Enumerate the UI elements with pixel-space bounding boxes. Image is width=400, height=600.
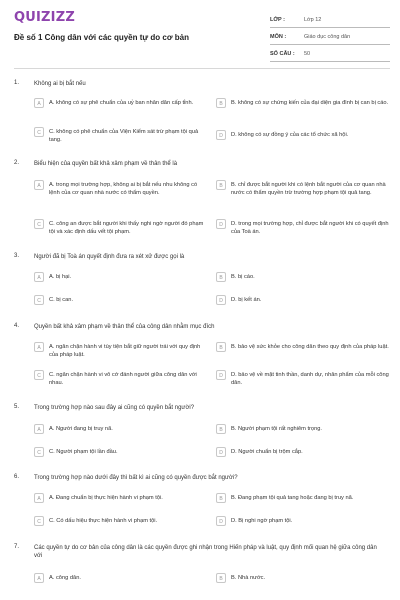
option-key-box: A: [34, 98, 44, 108]
option-key-box: B: [216, 98, 226, 108]
question-text: Quyền bất khả xâm phạm về thân thể của công dân nhằm mục đích: [34, 324, 215, 330]
option-text: D. bảo vệ về mặt tinh thần, danh dự, nhân phẩm của mỗi công dân.: [231, 372, 389, 386]
option-text: D. không có sự đồng ý của các tổ chức xã hội.: [231, 132, 349, 138]
option-key-box: C: [34, 127, 44, 137]
option-key-box: C: [34, 516, 44, 526]
option-text: B. không có sự chứng kiến của đại diện gia đình bị can bị cáo.: [231, 100, 389, 106]
option-key-box: B: [216, 424, 226, 434]
option-key-box: D: [216, 370, 226, 380]
option-key-box: B: [216, 573, 226, 583]
question-number: 2.: [14, 160, 20, 166]
option-text: B. chỉ được bắt người khi có lệnh bắt người của cơ quan nhà nước có thẩm quyền trừ trường hợp phạm tội quả tang.: [231, 182, 386, 196]
question-text: Biểu hiện của quyền bất khả xâm phạm về thân thể là: [34, 161, 178, 167]
option-text: B. bị cáo.: [231, 274, 255, 280]
option-text: C. ngăn chặn hành vi vô cớ đánh người giữa công dân với nhau.: [49, 372, 197, 386]
question-text: Trong trường hợp nào sau đây ai cũng có quyền bắt người?: [34, 405, 195, 411]
option-text: A. trong mọi trường hợp, không ai bị bắt nếu nhu không có lệnh của cơ quan nhà nước có thẩm quyền.: [49, 182, 198, 196]
question-number: 3.: [14, 253, 20, 259]
meta-label: SỐ CÂU :: [270, 51, 295, 57]
option-text: C. công an được bắt người khi thấy nghi ngờ người đó phạm tội và xác định dấu vết tội phạm.: [49, 221, 204, 235]
quizizz-logo: QUIZIZZ: [14, 10, 75, 25]
option-text: D. trong mọi trường hợp, chỉ được bắt người khi có quyết định của Toà án.: [231, 221, 389, 235]
option-text: B. Đang phạm tội quả tang hoặc đang bị truy nã.: [231, 495, 354, 501]
option-key-box: A: [34, 573, 44, 583]
question-text: Người đã bị Toà án quyết định đưa ra xét xử được gọi là: [34, 254, 185, 260]
meta-label: MÔN :: [270, 34, 287, 40]
meta-row-count: [270, 47, 390, 62]
option-text: C. Có dấu hiệu thực hiện hành vi phạm tội.: [49, 518, 158, 524]
question-number: 7.: [14, 544, 20, 550]
option-text: A. Đang chuẩn bị thực hiện hành vi phạm tội.: [49, 495, 163, 501]
option-key-box: A: [34, 424, 44, 434]
option-text: D. bị kết án.: [231, 297, 262, 303]
option-text: C. bị can.: [49, 297, 74, 303]
option-key-box: B: [216, 342, 226, 352]
option-key-box: C: [34, 295, 44, 305]
question-number: 1.: [14, 80, 20, 86]
option-text: D. Bị nghi ngờ phạm tội.: [231, 518, 293, 524]
option-key-box: D: [216, 516, 226, 526]
meta-value: Lớp 12: [304, 17, 322, 23]
question-number: 6.: [14, 474, 20, 480]
option-text: A. bị hại.: [49, 274, 72, 280]
meta-value: 50: [304, 51, 311, 57]
question-text: Các quyền tự do cơ bản của công dân là các quyền được ghi nhận trong Hiến pháp và luật, quy định mối quan hệ giữa công dân với: [34, 545, 377, 559]
option-text: A. ngăn chặn hành vi tùy tiện bắt giữ người trái với quy định của pháp luật.: [49, 344, 201, 358]
option-text: C. Người phạm tội lần đầu.: [49, 449, 118, 455]
option-key-box: A: [34, 272, 44, 282]
meta-info: [270, 13, 390, 64]
question-number: 5.: [14, 404, 20, 410]
option-key-box: D: [216, 447, 226, 457]
option-text: B. bảo vệ sức khỏe cho công dân theo quy định của pháp luật.: [231, 344, 389, 350]
option-text: A. không có sự phê chuẩn của uỷ ban nhân dân cấp tỉnh.: [49, 100, 194, 106]
option-key-box: B: [216, 272, 226, 282]
worksheet-header: [0, 0, 400, 66]
option-key-box: A: [34, 493, 44, 503]
meta-row-class: [270, 13, 390, 28]
question-text: Không ai bị bắt nếu: [34, 81, 86, 87]
option-key-box: D: [216, 295, 226, 305]
option-key-box: B: [216, 493, 226, 503]
option-key-box: D: [216, 130, 226, 140]
question-number: 4.: [14, 323, 20, 329]
option-key-box: C: [34, 219, 44, 229]
option-key-box: C: [34, 370, 44, 380]
option-key-box: A: [34, 342, 44, 352]
header-divider: [14, 68, 390, 69]
option-text: B. Người phạm tội rất nghiêm trọng.: [231, 426, 322, 432]
option-text: C. không có phê chuẩn của Viện Kiểm sát trừ phạm tội quả tang.: [49, 129, 199, 143]
option-text: D. Người chuẩn bị trộm cắp.: [231, 449, 303, 455]
option-key-box: A: [34, 180, 44, 190]
page-title: Đề số 1 Công dân với các quyền tự do cơ bản: [14, 33, 189, 42]
meta-value: Giáo dục công dân: [304, 34, 351, 40]
option-key-box: B: [216, 180, 226, 190]
option-text: B. Nhà nước.: [231, 575, 266, 581]
option-key-box: C: [34, 447, 44, 457]
meta-row-subject: [270, 30, 390, 45]
meta-label: LỚP :: [270, 17, 285, 23]
option-text: A. công dân.: [49, 575, 81, 581]
question-text: Trong trường hợp nào dưới đây thì bất kì ai cũng có quyền được bắt người?: [34, 475, 238, 481]
option-key-box: D: [216, 219, 226, 229]
option-text: A. Người đang bị truy nã.: [49, 426, 113, 432]
